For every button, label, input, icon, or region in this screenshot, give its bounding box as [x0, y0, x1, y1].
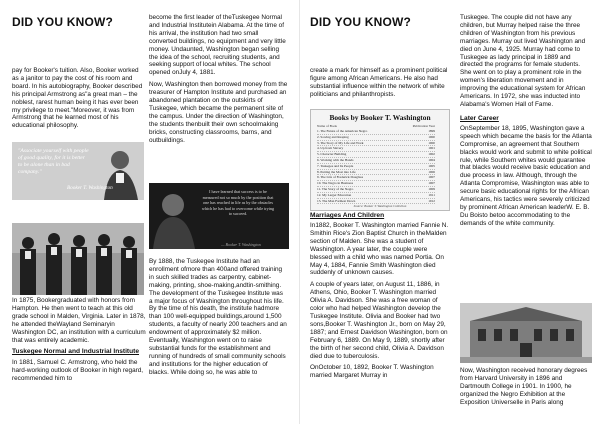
col3-paragraph-1: create a mark for himself as a prominent political figure among African Americans. He also had substantial influence within the network of white politicians and philanthropists. [310, 67, 448, 98]
col2-paragraph-3: By 1888, the Tuskegee Institute had an enrollment ofmore than 400and offered training in such skilled trades as carpentry, cabinet-making, printing, shoe-making,andtin-smithing. The development of the Tuskegee Institute was a major focus of Washington throughout his life. By the time of his death, the institute hadmore than 100 well-equipped buildings,around 1,500 students, a faculty of nearly 200 teachers and an endowment of approximately $2 million. Eventually, Washington went on to raise substantial funds for the establishment and running of hundreds of small community schools and institutions for the higher education of blacks. While doing so, he was able to [149, 258, 287, 376]
right-column-4-upper [460, 14, 592, 232]
book-title: 2. Sowing and Reaping [317, 134, 349, 139]
book-title: 9. The Life of Frederick Douglass [317, 175, 364, 180]
book-title: 8. Putting the Most into Life [317, 169, 356, 174]
book-year: 1912 [428, 198, 435, 203]
book-title: 1. The Future of the American Negro [317, 129, 368, 133]
left-column-1 [12, 67, 146, 134]
book-title: 6. Working with the Hands [317, 157, 354, 162]
left-page-heading: DID YOU KNOW? [12, 15, 114, 29]
right-page-heading: DID YOU KNOW? [310, 15, 412, 29]
col2-paragraph-1: become the first leader of theTuskegee Normal and Industrial Institutein Alabama. At the time of his arrival, the institution had two small converted buildings, no equipment and very little money. Undaunted, Washington began selling the idea of the school, recruiting students, and seeking support of local whites. The school opened onJuly 4, 1881. [149, 14, 286, 77]
left-column-1-lower [12, 297, 146, 387]
col3-paragraph-3: A couple of years later, on August 11, 1886, in Athens, Ohio, Booker T. Washington married Olivia A. Davidson. She was a free woman of color who had helped Washington develop the Tuskegee Institute. Olivia and Booker had two sons,Booker T. Washington Jr., born on May 29, 1887; and Ernest Davidson Washington, born on February 6, 1889. On May 9, 1889, shortly after the birth of her second child, Olivia A. Davidson died due to tuberculosis. [310, 281, 448, 360]
book-title: 10. The Negro in Business [317, 181, 354, 186]
portrait-quote-name: Booker T. Washington [67, 185, 113, 191]
book-year: 1907 [428, 181, 435, 186]
col4-paragraph-2: OnSeptember 18, 1895, Washington gave a speech which became the basis for the Atlanta Compromise, an agreement that Southern blacks would work and submit to white political rule, while Southern whites would guarantee that blacks would receive basic education and due process in law. Although, through the Atlanta Compromise, Washington was able to secure basic educational rights for the African Americans, his tactics were severely criticized by prominent African American leaderW. E. B. Du Boisto betoo accommodating to the demands of the white community. [460, 124, 592, 227]
dark-quote-image [149, 183, 289, 249]
book-title: 7. Tuskegee and Its People [317, 163, 354, 168]
col1-subheading: Tuskegee Normal and Industrial Institute [12, 348, 140, 356]
col4-paragraph-3: Now, Washington received honorary degrees from Harvard University in 1896 and Dartmouth College in 1901. In 1900, he organized the Negro Exhibition at the Exposition Universelle in Paris along [460, 367, 588, 406]
col3-subheading: Marriages And Children [310, 212, 385, 219]
book-year: 1911 [428, 192, 435, 197]
book-title: 5. Character Building [317, 152, 347, 157]
book-year: 1899 [428, 129, 435, 133]
book-year: 1900 [428, 140, 435, 145]
book-title: 11. The Story of the Negro [317, 186, 354, 191]
book-year: 1905 [428, 163, 435, 168]
book-title: 3. The Story of My Life and Work [317, 140, 364, 145]
col4-subheading: Later Career [460, 114, 499, 122]
book-year: 1907 [428, 175, 435, 180]
book-year: 1909 [428, 186, 435, 191]
right-column-4-lower [460, 367, 592, 411]
right-column-3-lower [310, 212, 450, 384]
book-year: 1902 [428, 152, 435, 157]
page-fold-divider [299, 0, 300, 424]
portrait-quote-text: "Associate yourself with people of good quality, for it is better to be alone than in bad company." [18, 148, 89, 175]
left-column-2-lower [149, 258, 288, 381]
col1-paragraph-3: In 1881, Samuel C. Armstrong, who held the hard-working outlook of Booker in high regard, recommended him to [12, 359, 144, 383]
university-building-image [460, 303, 592, 363]
quote-portrait-image [12, 142, 144, 200]
book-list-footer: Source: Booker T. Washington Collection [353, 204, 407, 208]
book-list-table [310, 109, 450, 211]
group-photo-figures [12, 223, 144, 295]
book-year: 1900 [428, 134, 435, 139]
book-title: 13. The Man Farthest Down [317, 198, 356, 203]
right-column-3-upper [310, 67, 450, 103]
book-year: 1901 [428, 146, 435, 151]
col1-paragraph-1: pay for Booker's tuition. Also, Booker worked as a janitor to pay the cost of his room and board. In his autobiography, Booker described his principal Armstrong as"a great man – the noblest, rarest human being it has ever been my privilege to meet."Moreover, it was from Armstrong that he learned most of his educational philosophy. [12, 67, 143, 130]
building-illustration [460, 303, 592, 363]
book-title: 4. Up from Slavery [317, 146, 344, 151]
col3-paragraph-4: OnOctober 10, 1892, Booker T. Washington married Margaret Murray in [310, 364, 434, 380]
group-photo-image [12, 223, 144, 295]
col2-paragraph-2: Now, Washington then borrowed money from the treasurer of Hampton Institute and purchased an abandoned plantation on the outskirts of Tuskegee, which became the permanent site of the campus. Under the direction of Washington, the students thenbuilt their own schoolmaking bricks, constructing classrooms, barns, and outbuildings. [149, 81, 288, 144]
book-year: 1906 [428, 169, 435, 174]
col4-paragraph-1: Tuskegee. The couple did not have any children, but Murray helped raise the three children of Washington from his previous marriages. Murray out lived Washington and died on June 4, 1925. Murray had come to Tuskegee as lady principal in 1889 and directed the programs for female students. She went on to play a prominent role in the women's liberation movement and in improving the educational system for African Americans. In 1972, she was inducted into Alabama's Women Hall of Fame. [460, 14, 586, 108]
book-list-rows [317, 129, 435, 204]
col1-paragraph-2: In 1875, Bookergraduated with honors from Hampton. He then went to teach at this old grade school in Malden, Virginia. Later in 1878, he attended theWayland Seminaryin Washington DC, an institution with a curriculum that was entirely academic. [12, 297, 146, 344]
dark-quote-text: I have learned that success is to be measured not so much by the position that one has reached in life as by the obstacles which he has had to overcome while trying to succeed. [201, 189, 275, 217]
book-list-header [317, 124, 435, 128]
book-list-header-name: Name of Book [317, 124, 337, 128]
book-title: 12. My Larger Education [317, 192, 352, 197]
book-list-title: Books by Booker T. Washington [329, 113, 431, 122]
dark-quote-signature: — Booker T. Washington [221, 242, 261, 247]
book-year: 1904 [428, 157, 435, 162]
book-list-header-year: Publication Year [412, 124, 435, 128]
col3-paragraph-2: In1882, Booker T. Washington married Fannie N. Smithin Rice's Zion Baptist Church in theMalden section of Malden. She was a student of Washington. A year later, the couple were blessed with a child who was named Portia. On May 4, 1884, Fannie Smith Washington died suddenly of unknown causes. [310, 222, 449, 277]
left-column-2-upper [149, 14, 288, 149]
